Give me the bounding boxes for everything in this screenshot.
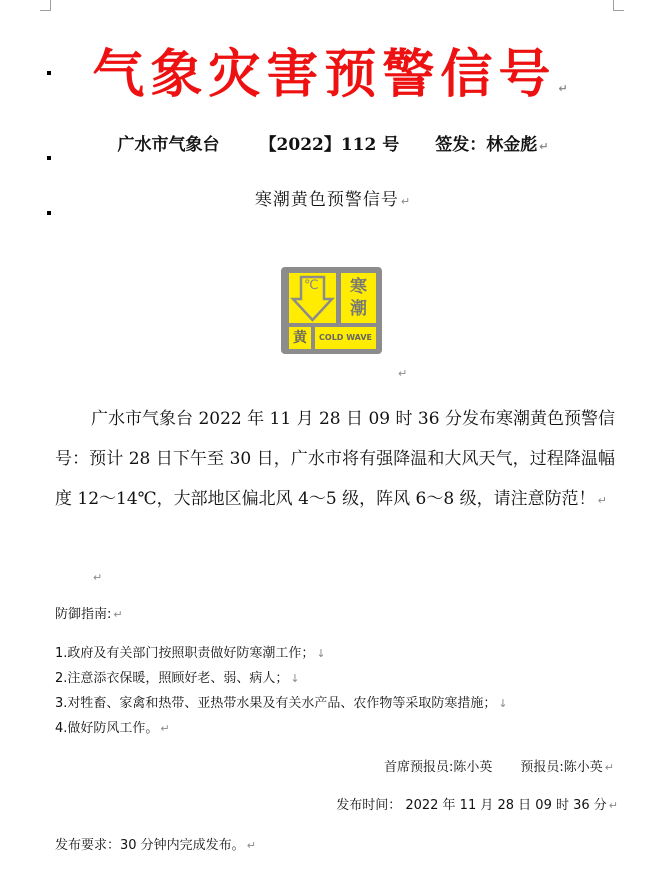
guide-list-item[interactable]: 4.做好防风工作。 ↵ (55, 721, 170, 736)
document-number: 【2022】112 号 (259, 135, 400, 155)
issuer-name: 广水市气象台 (117, 135, 220, 155)
guide-list-item[interactable]: 1.政府及有关部门按照职责做好防寒潮工作； ↓ (55, 646, 326, 661)
paragraph-return-mark: ↵ (539, 140, 549, 153)
warning-body-paragraph[interactable]: 广水市气象台 2022 年 11 月 28 日 09 时 36 分发布寒潮黄色预警信号：预计 28 日下午至 30 日，广水市将有强降温和大风天气，过程降温幅度 12～14℃，大部地区偏北风 4～5 级，阵风 6～8 级，请注意防范！ ↵ (55, 409, 615, 509)
forecaster: 预报员:陈小英 (520, 760, 603, 775)
issuer-header[interactable] (0, 133, 666, 159)
release-requirement[interactable]: 发布要求：30 分钟内完成发布。 ↵ (55, 838, 256, 853)
paragraph-return-mark: ↵ (246, 839, 256, 852)
paragraph-return-mark: ↵ (398, 367, 408, 380)
forecaster-signature[interactable] (384, 756, 614, 775)
guide-list-item[interactable]: 2.注意添衣保暖，照顾好老、弱、病人； ↓ (55, 671, 300, 686)
guide-list-item[interactable]: 3.对牲畜、家禽和热带、亚热带水果及有关水产品、农作物等采取防寒措施； ↓ (55, 696, 508, 711)
cold-wave-english-label: COLD WAVE (315, 327, 376, 349)
page-corner-mark-right (613, 0, 624, 11)
document-title[interactable]: 气象灾害预警信号 ↵ (92, 44, 574, 105)
chief-forecaster: 首席预报员:陈小英 (384, 760, 493, 775)
paragraph-return-mark: ↵ (400, 195, 412, 208)
release-time[interactable]: 发布时间： 2022 年 11 月 28 日 09 时 36 分 ↵ (336, 798, 618, 813)
page-corner-mark-left (40, 0, 51, 11)
paragraph-return-mark: ↵ (604, 761, 614, 774)
signer: 签发：林金彪 (435, 135, 538, 155)
paragraph-return-mark: ↵ (160, 722, 170, 735)
level-yellow-label: 黄 (289, 327, 311, 349)
warning-subtitle[interactable]: 寒潮黄色预警信号 ↵ (254, 190, 412, 210)
paragraph-return-mark: ↵ (597, 494, 607, 507)
paragraph-return-mark: ↵ (93, 571, 103, 584)
celsius-symbol: ℃ (304, 278, 319, 293)
temperature-drop-icon (289, 273, 336, 323)
paragraph-return-mark: ↵ (558, 82, 574, 95)
cold-wave-chinese-label: 寒 潮 (341, 273, 376, 323)
paragraph-return-mark: ↵ (608, 799, 618, 812)
line-break-mark: ↓ (316, 647, 326, 660)
paragraph-return-mark: ↵ (113, 608, 123, 621)
line-break-mark: ↓ (498, 697, 508, 710)
defense-guide-label[interactable]: 防御指南: ↵ (55, 607, 123, 622)
line-break-mark: ↓ (290, 672, 300, 685)
